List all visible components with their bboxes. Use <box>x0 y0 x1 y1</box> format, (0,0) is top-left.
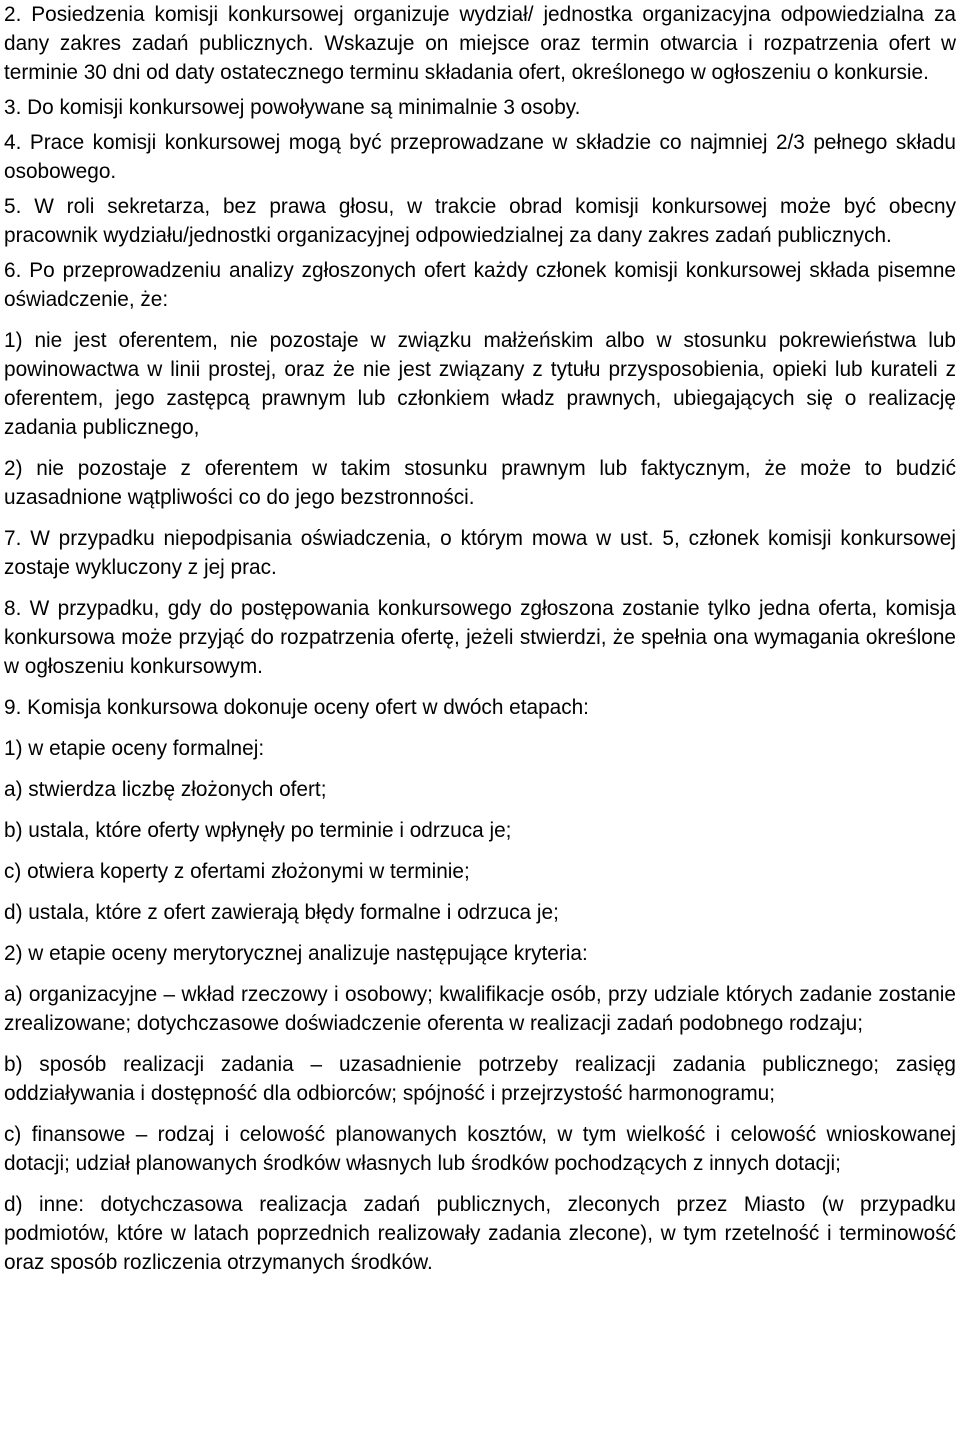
paragraph-2: 2. Posiedzenia komisji konkursowej organizuje wydział/ jednostka organizacyjna odpowiedzialna za dany zakres zadań publicznych. Wskazuje on miejsce oraz termin otwarcia i rozpatrzenia ofert w terminie 30 dni od daty ostatecznego terminu składania ofert, określonego w ogłoszeniu o konkursie. <box>4 3 956 84</box>
paragraph-3: 3. Do komisji konkursowej powoływane są minimalnie 3 osoby. <box>4 96 581 119</box>
paragraph-9: 9. Komisja konkursowa dokonuje oceny ofert w dwóch etapach: <box>4 696 589 719</box>
paragraph-5: 5. W roli sekretarza, bez prawa głosu, w trakcie obrad komisji konkursowej może być obecny pracownik wydziału/jednostki organizacyjnej odpowiedzialnej za dany zakres zadań publicznych. <box>4 195 956 247</box>
paragraph-9-stage-1: 1) w etapie oceny formalnej: <box>4 737 265 760</box>
paragraph-6-item-1: 1) nie jest oferentem, nie pozostaje w związku małżeńskim albo w stosunku pokrewieństwa lub powinowactwa w linii prostej, oraz że nie jest związany z tytułu przysposobienia, opieki lub kurateli z oferentem, jego zastępcą prawnym lub członkiem władz prawnych, ubiegających się o realizację zadania publicznego, <box>4 329 956 439</box>
paragraph-8: 8. W przypadku, gdy do postępowania konkursowego zgłoszona zostanie tylko jedna oferta, komisja konkursowa może przyjąć do rozpatrzenia ofertę, jeżeli stwierdzi, że spełnia ona wymagania określone w ogłoszeniu konkursowym. <box>4 597 956 678</box>
paragraph-9-stage-2: 2) w etapie oceny merytorycznej analizuje następujące kryteria: <box>4 942 588 965</box>
paragraph-9-stage-1-b: b) ustala, które oferty wpłynęły po terminie i odrzuca je; <box>4 819 512 842</box>
paragraph-9-stage-2-c: c) finansowe – rodzaj i celowość planowanych kosztów, w tym wielkość i celowość wnioskowanej dotacji; udział planowanych środków własnych lub środków pochodzących z innych dotacji; <box>4 1123 956 1175</box>
paragraph-4: 4. Prace komisji konkursowej mogą być przeprowadzane w składzie co najmniej 2/3 pełnego składu osobowego. <box>4 131 956 183</box>
paragraph-9-stage-1-c: c) otwiera koperty z ofertami złożonymi w terminie; <box>4 860 470 883</box>
paragraph-9-stage-2-a: a) organizacyjne – wkład rzeczowy i osobowy; kwalifikacje osób, przy udziale których zadanie zostanie zrealizowane; dotychczasowe doświadczenie oferenta w realizacji zadań podobnego rodzaju; <box>4 983 956 1035</box>
paragraph-9-stage-2-b: b) sposób realizacji zadania – uzasadnienie potrzeby realizacji zadania publicznego; zasięg oddziaływania i dostępność dla odbiorców; spójność i przejrzystość harmonogramu; <box>4 1053 956 1105</box>
paragraph-9-stage-2-d: d) inne: dotychczasowa realizacja zadań publicznych, zleconych przez Miasto (w przypadku podmiotów, które w latach poprzednich realizowały zadania zlecone), w tym rzetelność i terminowość oraz sposób rozliczenia otrzymanych środków. <box>4 1193 956 1274</box>
paragraph-9-stage-1-d: d) ustala, które z ofert zawierają błędy formalne i odrzuca je; <box>4 901 559 924</box>
paragraph-6-item-2: 2) nie pozostaje z oferentem w takim stosunku prawnym lub faktycznym, że może to budzić uzasadnione wątpliwości co do jego bezstronności. <box>4 457 956 509</box>
paragraph-6: 6. Po przeprowadzeniu analizy zgłoszonych ofert każdy członek komisji konkursowej składa pisemne oświadczenie, że: <box>4 259 956 311</box>
paragraph-9-stage-1-a: a) stwierdza liczbę złożonych ofert; <box>4 778 327 801</box>
paragraph-7: 7. W przypadku niepodpisania oświadczenia, o którym mowa w ust. 5, członek komisji konkursowej zostaje wykluczony z jej prac. <box>4 527 956 579</box>
